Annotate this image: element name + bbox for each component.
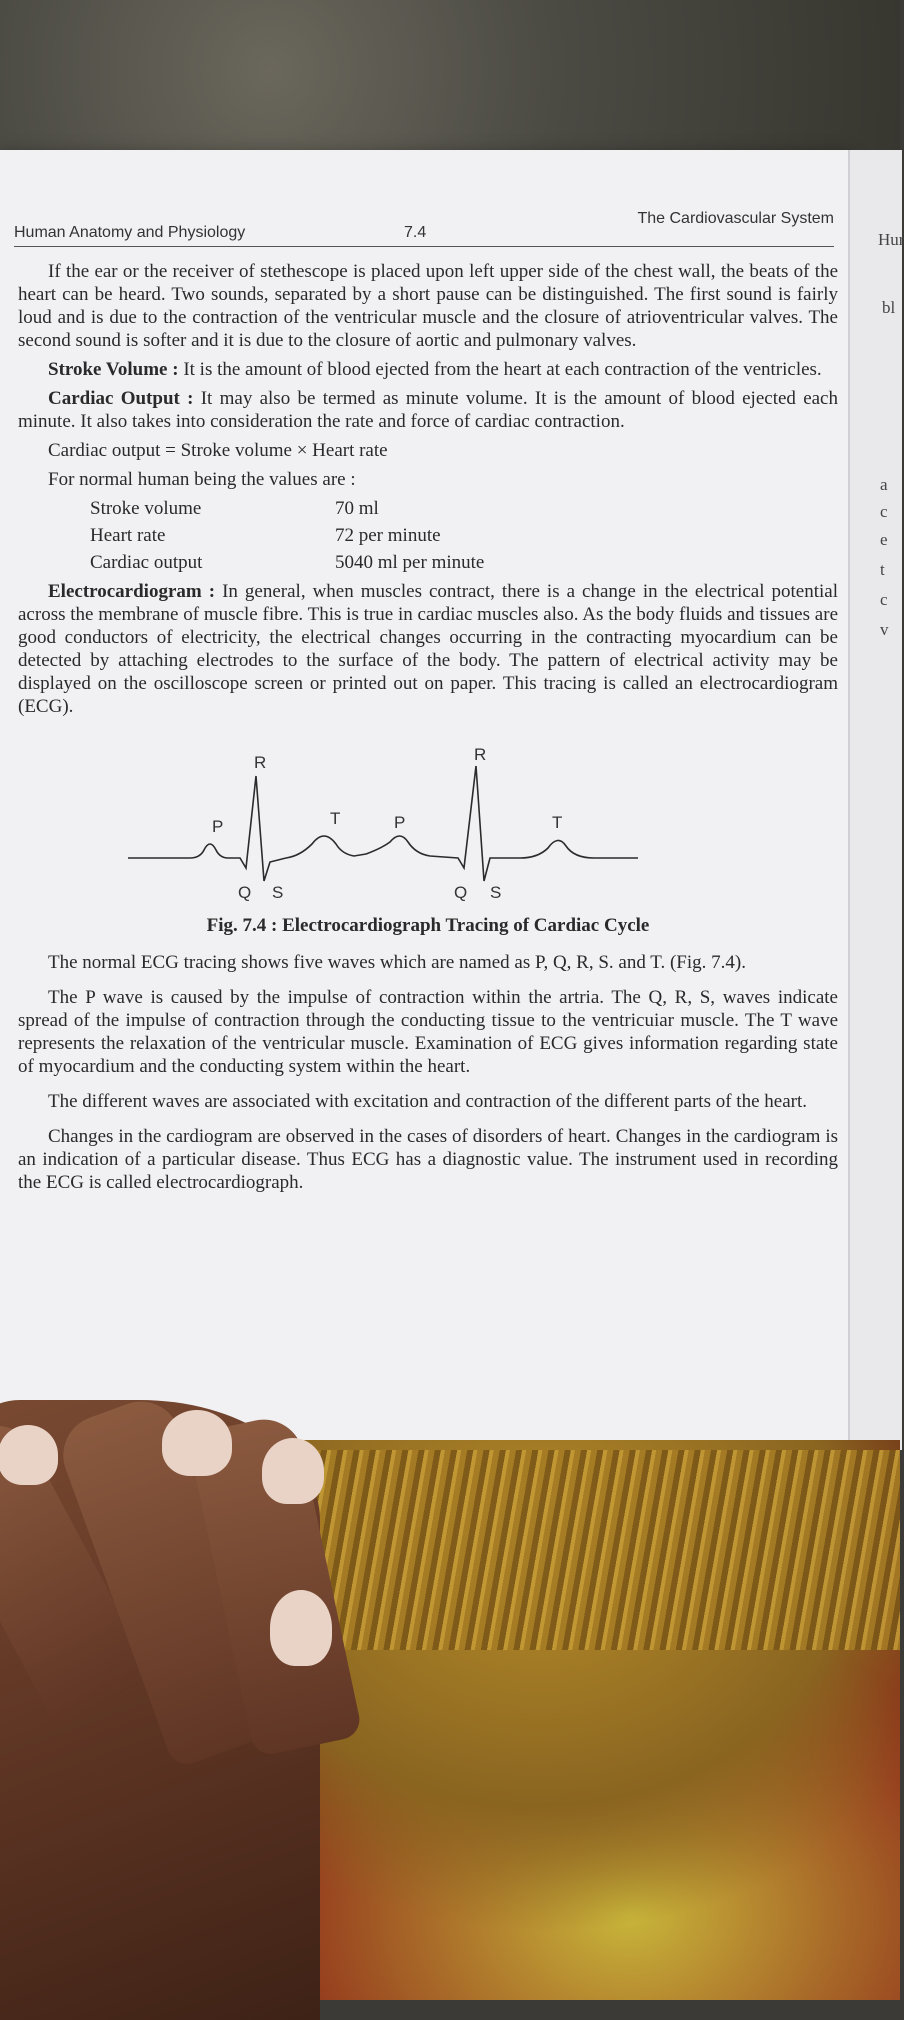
- fingernail: [0, 1425, 58, 1485]
- adjacent-page-fragment: Hur: [878, 230, 904, 249]
- figure-caption: Fig. 7.4 : Electrocardiograph Tracing of Cardiac Cycle: [206, 915, 650, 936]
- ecg-label-r2: R: [474, 745, 487, 764]
- paragraph-cardiac-output: [18, 387, 838, 433]
- paragraph-p-wave: The P wave is caused by the impulse of contraction within the artria. The Q, R, S, waves indicate spread of the impulse of contraction through the conducting tissue to the ventricuiar muscle. The T wave represents the relaxation of the ventricular muscle. Examination of ECG gives information regarding state of myocardium and the conducting system within the heart.: [18, 987, 838, 1077]
- page-header: [14, 210, 834, 247]
- fabric-fringe: [250, 1450, 900, 1650]
- book-page: [0, 150, 850, 1450]
- fingernail: [262, 1438, 324, 1504]
- ecg-label-s1: S: [272, 883, 284, 902]
- term-cardiac-output: Cardiac Output :: [48, 388, 194, 409]
- adjacent-page-fragment: t: [880, 560, 885, 579]
- formula-cardiac-output: Cardiac output = Stroke volume × Heart rate: [48, 440, 388, 461]
- adjacent-page-fragment: c: [880, 590, 888, 609]
- paragraph-cardiogram-changes: Changes in the cardiogram are observed in the cases of disorders of heart. Changes in the cardiogram is an indication of a particular disease. Thus ECG has a diagnostic value. The instrument used in recording the ECG is called electrocardiograph.: [18, 1126, 838, 1193]
- paragraph-heart-sounds: If the ear or the receiver of stethescope is placed upon left upper side of the chest wall, the beats of the heart can be heard. Two sounds, separated by a short pause can be distinguished. The first sound is fairly loud and is due to the contraction of the ventricular muscle and the closure of atrioventricular valves. The second sound is softer and it is due to the closure of aortic and pulmonary valves.: [18, 261, 838, 351]
- header-page-number: 7.4: [404, 224, 427, 241]
- ecg-label-p1: P: [212, 817, 224, 836]
- adjacent-page-fragment: bl: [882, 298, 896, 317]
- ecg-tracing-diagram: [128, 736, 788, 906]
- page-content: [18, 260, 838, 1200]
- fingernail: [270, 1590, 332, 1666]
- text-stroke-volume: It is the amount of blood ejected from the heart at each contraction of the ventricles.: [178, 359, 822, 380]
- value-amount: 72 per minute: [335, 525, 441, 546]
- adjacent-page-fragment: e: [880, 530, 888, 549]
- normal-values-intro: For normal human being the values are :: [48, 469, 356, 490]
- ecg-label-q1: Q: [238, 883, 252, 902]
- adjacent-page-fragment: v: [880, 620, 889, 639]
- ecg-label-q2: Q: [454, 883, 468, 902]
- value-amount: 5040 ml per minute: [335, 552, 485, 573]
- adjacent-page-edge: [848, 150, 902, 1450]
- term-stroke-volume: Stroke Volume :: [48, 359, 179, 380]
- value-label: Heart rate: [90, 525, 166, 546]
- header-book-title: Human Anatomy and Physiology: [14, 224, 246, 241]
- ecg-label-t2: T: [552, 813, 563, 832]
- ecg-label-r1: R: [254, 753, 267, 772]
- background-surface: [0, 0, 900, 175]
- value-amount: 70 ml: [335, 498, 379, 519]
- text-cardiac-output: It may also be termed as minute volume. It is the amount of blood ejected each minute. It also takes into consideration the rate and force of cardiac contraction.: [18, 388, 838, 432]
- ecg-label-t1: T: [330, 809, 341, 828]
- paragraph-five-waves: The normal ECG tracing shows five waves which are named as P, Q, R, S. and T. (Fig. 7.4).: [48, 952, 746, 973]
- text-electrocardiogram: In general, when muscles contract, there is a change in the electrical potential across the membrane of muscle fibre. This is true in cardiac muscles also. As the body fluids and tissues are good conductors of electricity, the electrical changes occurring in the contracting myocardium can be detected by attaching electrodes to the surface of the body. The pattern of electrical activity may be displayed on the oscilloscope screen or printed out on paper. This tracing is called an electrocardiogram (ECG).: [18, 581, 838, 717]
- adjacent-page-fragment: c: [880, 502, 888, 521]
- ecg-figure: [18, 736, 838, 906]
- value-label: Cardiac output: [90, 552, 203, 573]
- header-chapter-title: The Cardiovascular System: [637, 210, 834, 227]
- fingernail: [162, 1410, 232, 1476]
- term-electrocardiogram: Electrocardiogram :: [48, 581, 216, 602]
- paragraph-different-waves: The different waves are associated with excitation and contraction of the different parts of the heart.: [48, 1091, 807, 1112]
- value-label: Stroke volume: [90, 498, 202, 519]
- paragraph-electrocardiogram: [18, 580, 838, 718]
- normal-values-list: [90, 497, 838, 574]
- paragraph-stroke-volume: [18, 358, 838, 381]
- ecg-label-p2: P: [394, 813, 406, 832]
- adjacent-page-fragment: a: [880, 475, 888, 494]
- ecg-label-s2: S: [490, 883, 502, 902]
